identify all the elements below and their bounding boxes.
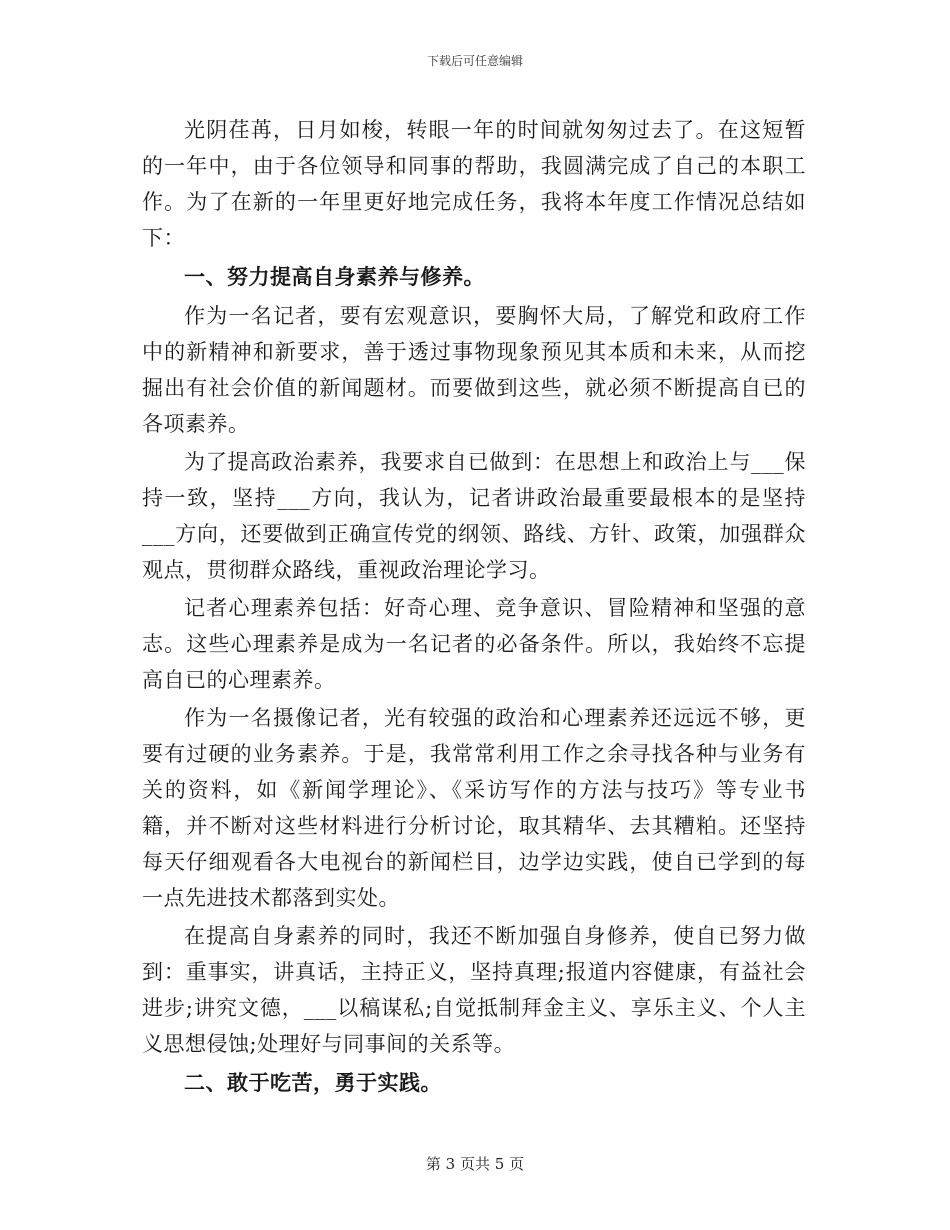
- paragraph-political-literacy: 为了提高政治素养，我要求自已做到：在思想上和政治上与___保持一致，坚持___方向，我认为，记者讲政治最重要最根本的是坚持___方向，还要做到正确宣传党的纲领、路线、方针、政策，加强群众观点，贯彻群众路线，重视政治理论学习。: [142, 450, 806, 582]
- paragraph-psychological-literacy: 记者心理素养包括：好奇心理、竞争意识、冒险精神和坚强的意志。这些心理素养是成为一名记者的必备条件。所以，我始终不忘提高自已的心理素养。: [142, 596, 806, 692]
- page-number-footer: 第 3 页共 5 页: [425, 1155, 525, 1173]
- paragraph-professional-literacy: 作为一名摄像记者，光有较强的政治和心理素养还远远不够，更要有过硬的业务素养。于是，我常常利用工作之余寻找各种与业务有关的资料，如《新闻学理论》、《采访写作的方法与技巧》等专业书籍，并不断对这些材料进行分析讨论，取其精华、去其糟粕。还坚持每天仔细观看各大电视台的新闻栏目，边学边实践，使自已学到的每一点先进技术都落到实处。: [142, 706, 806, 910]
- page-header: 下载后可任意编辑: [426, 54, 523, 68]
- document-body: [142, 112, 806, 1104]
- section-heading-1: 一、努力提高自身素养与修养。: [184, 264, 485, 289]
- paragraph-journalist-awareness: 作为一名记者，要有宏观意识，要胸怀大局，了解党和政府工作中的新精神和新要求，善于透过事物现象预见其本质和未来，从而挖掘出有社会价值的新闻题材。而要做到这些，就必须不断提高自已的各项素养。: [142, 304, 806, 436]
- paragraph-self-cultivation: 在提高自身素养的同时，我还不断加强自身修养，使自已努力做到：重事实，讲真话，主持正义，坚持真理;报道内容健康，有益社会进步;讲究文德，___以稿谋私;自觉抵制拜金主义、享乐主义、个人主义思想侵蚀;处理好与同事间的关系等。: [142, 924, 806, 1056]
- section-heading-2: 二、敢于吃苦，勇于实践。: [184, 1070, 442, 1095]
- intro-paragraph: 光阴荏苒，日月如梭，转眼一年的时间就匆匆过去了。在这短暂的一年中，由于各位领导和同事的帮助，我圆满完成了自己的本职工作。为了在新的一年里更好地完成任务，我将本年度工作情况总结如下：: [142, 118, 806, 250]
